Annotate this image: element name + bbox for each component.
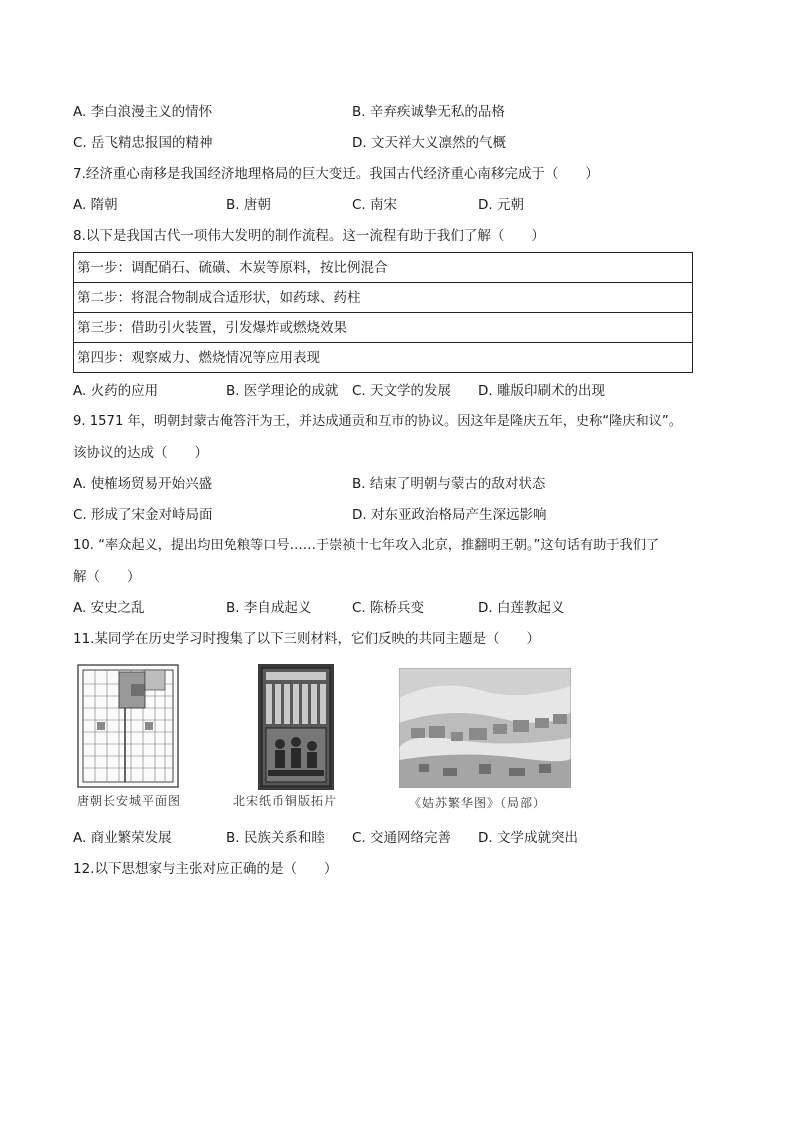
q7-option-b: B. 唐朝 <box>226 197 271 213</box>
caption-changan-plan: 唐朝长安城平面图 <box>77 794 182 808</box>
q7-option-d: D. 元朝 <box>478 197 524 213</box>
q9-option-c: C. 形成了宋金对峙局面 <box>73 507 213 523</box>
q9-stem-line1: 9. 1571 年，明朝封蒙古俺答汗为王，并达成通贡和互市的协议。因这年是隆庆五年，史称“隆庆和议”。 <box>73 414 682 429</box>
q11-option-c: C. 交通网络完善 <box>352 830 452 846</box>
changan-city-plan-image <box>77 664 179 788</box>
q6-option-c: C. 岳飞精忠报国的精神 <box>73 135 213 151</box>
q10-stem-line2: 解（ ） <box>73 569 141 585</box>
q8-step-1: 第一步：调配硝石、硫磺、木炭等原料，按比例混合 <box>74 253 693 283</box>
q10-option-d: D. 白莲教起义 <box>478 600 565 616</box>
q8-step-3: 第三步：借助引火装置，引发爆炸或燃烧效果 <box>74 313 693 343</box>
gusu-fanhua-painting-image <box>399 668 571 788</box>
song-paper-money-rubbing-image <box>258 664 334 790</box>
q8-stem: 8.以下是我国古代一项伟大发明的制作流程。这一流程有助于我们了解（ ） <box>73 228 545 244</box>
q6-option-d: D. 文天祥大义凛然的气概 <box>352 135 506 151</box>
q7-option-c: C. 南宋 <box>352 197 398 213</box>
q6-option-b: B. 辛弃疾诚挚无私的品格 <box>352 104 505 120</box>
q11-option-a: A. 商业繁荣发展 <box>73 830 172 846</box>
q8-steps-table <box>73 252 693 373</box>
caption-song-paper-money: 北宋纸币铜版拓片 <box>233 794 338 808</box>
q8-option-a: A. 火药的应用 <box>73 383 159 399</box>
q11-stem: 11.某同学在历史学习时搜集了以下三则材料，它们反映的共同主题是（ ） <box>73 631 540 647</box>
q8-step-4: 第四步：观察威力、燃烧情况等应用表现 <box>74 343 693 373</box>
q10-option-c: C. 陈桥兵变 <box>352 600 425 616</box>
q7-stem: 7.经济重心南移是我国经济地理格局的巨大变迁。我国古代经济重心南移完成于（ ） <box>73 166 599 182</box>
caption-gusu-fanhua: 《姑苏繁华图》（局部） <box>409 796 547 810</box>
q10-stem-line1: 10. “率众起义，提出均田免粮等口号……于崇祯十七年攻入北京，推翻明王朝。”这句话有助于我们了 <box>73 538 660 553</box>
q9-option-d: D. 对东亚政治格局产生深远影响 <box>352 507 547 523</box>
q10-option-b: B. 李自成起义 <box>226 600 312 616</box>
q8-option-b: B. 医学理论的成就 <box>226 383 339 399</box>
q12-stem: 12.以下思想家与主张对应正确的是（ ） <box>73 861 338 877</box>
q8-option-c: C. 天文学的发展 <box>352 383 452 399</box>
q7-option-a: A. 隋朝 <box>73 197 118 213</box>
q8-option-d: D. 雕版印刷术的出现 <box>478 383 605 399</box>
q8-step-2: 第二步：将混合物制成合适形状，如药球、药柱 <box>74 283 693 313</box>
q6-option-a: A. 李白浪漫主义的情怀 <box>73 104 213 120</box>
q11-option-d: D. 文学成就突出 <box>478 830 578 846</box>
q9-option-b: B. 结束了明朝与蒙古的敌对状态 <box>352 476 546 492</box>
q10-option-a: A. 安史之乱 <box>73 600 145 616</box>
q9-option-a: A. 使榷场贸易开始兴盛 <box>73 476 213 492</box>
q11-option-b: B. 民族关系和睦 <box>226 830 325 846</box>
q9-stem-line2: 该协议的达成（ ） <box>73 445 208 461</box>
